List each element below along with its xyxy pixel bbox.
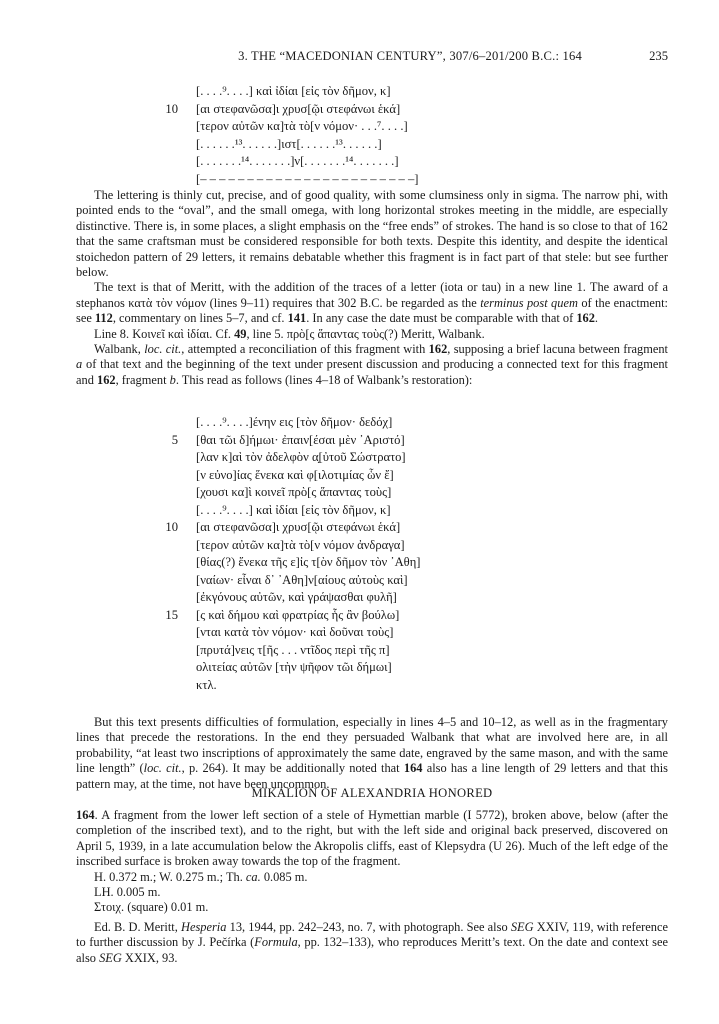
inscription-b-line <box>196 554 596 572</box>
inscription-b-line <box>196 484 596 502</box>
catalogue-entry-164 <box>76 808 668 966</box>
italic-term: loc. cit. <box>144 342 182 357</box>
line-text: [ναίων· εἶναι δ᾿ ᾿Αθη]ν[αίους αὐτοὺς καὶ] <box>196 572 408 587</box>
text-span: . A fragment from the lower left section of a stele of Hymettian marble (I 5772), broken above, below (after the completion of the inscribed text), and to the right, but with the left side and original back preserved, discovered on April 5, 1939, in a late accumulation below the Akropolis cliffs, east of Klepsydra (U 26). Much of the left edge of the inscribed surface is broken away towards the top of the fragment. <box>76 808 668 869</box>
page-number: 235 <box>649 49 668 63</box>
line-text: [. . . . . . .¹⁴. . . . . . .]ν[. . . . . . .¹⁴. . . . . . .] <box>196 154 399 168</box>
line-number: 10 <box>165 520 178 534</box>
inscription-b-line <box>196 659 596 677</box>
text-span: , supposing a brief lacuna between fragment <box>447 342 668 357</box>
italic-term: loc. cit. <box>143 761 182 776</box>
line-text: [. . . .⁹. . . .]ένην εις [τὸν δῆμον· δεδόχ] <box>196 415 393 429</box>
inscription-b-line <box>196 589 596 607</box>
paragraph-line-8 <box>76 327 668 342</box>
cross-reference: 141 <box>287 311 307 326</box>
inscription-a-line <box>196 171 596 189</box>
text-span: , commentary on lines 5–7, and cf. <box>112 311 288 326</box>
text-span: Ed. B. D. Meritt, <box>94 919 182 934</box>
commentary-block-2 <box>76 715 668 792</box>
cross-reference: 162 <box>428 342 448 357</box>
cross-reference: 162 <box>97 372 116 387</box>
inscription-a-line <box>165 101 596 119</box>
text-span: , line 5. πρὸ[ς ἅπαντας τοὺς(?) Meritt, Walbank. <box>246 326 485 341</box>
section-title: MIKALION OF ALEXANDRIA HONORED <box>251 786 493 800</box>
line-number: 15 <box>165 607 178 622</box>
line-text: κτλ. <box>196 677 217 692</box>
commentary-block-1 <box>76 188 668 388</box>
inscription-b-line <box>196 572 596 590</box>
text-span: . <box>594 311 599 326</box>
running-header <box>76 49 668 65</box>
italic-term: ca. <box>245 869 261 884</box>
inscription-b-line <box>196 677 596 695</box>
line-text: [. . . .⁹. . . .] καὶ ἰδίαι [εἰς τὸν δῆμον, κ] <box>196 84 391 98</box>
text-span: , attempted a reconciliation of this fragment with <box>181 342 429 357</box>
line-text: [αι στεφανῶσα]ι χρυσ[ῷι στεφάνωι ἑκά] <box>196 520 401 534</box>
italic-term: terminus post quem <box>480 295 578 310</box>
paragraph-walbank <box>76 342 668 388</box>
italic-term: Formula <box>254 935 298 950</box>
line-text: [ν εὐνο]ίας ἕνεκα καὶ φ[ιλοτιμίας ὧν ἔ] <box>196 467 394 482</box>
line-text: [. . . .⁹. . . .] καὶ ἰδίαι [εἰς τὸν δῆμον, κ] <box>196 502 391 517</box>
italic-term: Hesperia <box>181 919 227 934</box>
line-text: [πρυτά]νεις τ[ῆς . . . ντῖδος περὶ τῆς π] <box>196 642 390 657</box>
cross-reference: 112 <box>94 311 113 326</box>
inscription-a-line <box>196 118 596 136</box>
line-text: [χουσι κα]ὶ κοινεῖ πρὸ[ς ἅπαντας τοὺς] <box>196 485 392 499</box>
cross-reference: 49 <box>234 326 247 341</box>
line-text: [τερον αὐτῶν κα]τὰ τὸ[ν νόμον· . . .⁷. . . .] <box>196 119 408 133</box>
entry-number: 164 <box>76 808 95 822</box>
inscription-a-line <box>196 83 596 101</box>
line-text: ολιτείας αὐτῶν [τὴν ψῆφον τῶι δήμωι] <box>196 660 392 674</box>
text-span: H. 0.372 m.; W. 0.275 m.; Th. <box>94 869 246 884</box>
italic-term: SEG <box>510 919 534 934</box>
text-span: . In any case the date must be comparable with that of <box>306 311 577 326</box>
text-span: Walbank, <box>94 342 145 357</box>
line-text: [– – – – – – – – – – – – – – – – – – – – – – –] <box>196 171 419 186</box>
line-text: [νται κατὰ τὸν νόμον· καὶ δοῦναι τοὺς] <box>196 625 394 639</box>
entry-description <box>76 808 668 870</box>
text-span: . This read as follows (lines 4–18 of Walbank’s restoration): <box>175 372 473 387</box>
line-text: [ς καὶ δήμου καὶ φρατρίας ἧς ἂν βούλω] <box>196 607 400 622</box>
entry-stoichedon: Στοιχ. (square) 0.01 m. <box>94 900 209 915</box>
text-span: XXIX, 93. <box>121 950 178 965</box>
text-span: , pp. 132–133), who reproduces Meritt’s text. On the date and context see also <box>76 935 668 965</box>
inscription-a-line <box>196 136 596 154</box>
line-text: [αι στεφανῶσα]ι χρυσ[ῷι στεφάνωι ἑκά] <box>196 101 401 116</box>
inscription-a-line <box>196 153 596 171</box>
cross-reference: 164 <box>403 761 423 776</box>
text-span: XXIV, 119, with reference to further discussion by J. Pečírka ( <box>76 919 668 950</box>
paragraph-lettering <box>76 188 668 280</box>
text-span: of the enactment: see <box>76 295 668 326</box>
paragraph-difficulties <box>76 715 668 792</box>
running-title: 3. THE “MACEDONIAN CENTURY”, 307/6–201/200 B.C.: 164 <box>238 49 582 63</box>
paragraph-lettering-text: The lettering is thinly cut, precise, and of good quality, with some clumsiness only in sigma. The narrow phi, with pointed ends to the “oval”, and the small omega, with long horizontal strokes meeting in the middle, are especially distinctive. There is, in some places, a slight emphasis on the “free ends” of strokes. The hand is so close to that of 162 that the same craftsman must be considered responsible for both texts. Despite this identity, and despite the identical stoichedon pattern of 29 letters, it remains debatable whether this fragment is in fact part of that stele: but see further below. <box>76 188 668 280</box>
inscription-b-line <box>196 642 596 660</box>
cross-reference: 162 <box>576 311 595 326</box>
line-number: 10 <box>165 101 178 116</box>
inscription-b-line <box>196 449 596 467</box>
inscription-b-line <box>196 502 596 520</box>
line-text: [θαι τῶι δ]ήμωι· ἐπαιν[έσαι μὲν ᾿Αριστό] <box>196 432 405 447</box>
text-span: of that text and the beginning of the text under present discussion and producing a connected text for this fragment and <box>76 357 668 387</box>
inscription-b-line <box>165 519 596 537</box>
inscription-b-line <box>196 537 596 555</box>
italic-term: b <box>169 372 176 387</box>
line-text: [ἐκγόνους αὐτῶν, καὶ γράψασθαι φυλῆ] <box>196 590 397 604</box>
inscription-b-line <box>165 607 596 625</box>
inscription-b-line <box>196 467 596 485</box>
inscription-b-line <box>171 432 596 450</box>
text-span: But this text presents difficulties of formulation, especially in lines 4–5 and 10–12, as well as in the fragmentary lines that precede the restorations. In the end they persuaded Walbank that what are involved here are, in all probability, “at least two inscriptions of approximately the same date, engraved by the same mason, and with the same line length” ( <box>76 715 668 776</box>
inscription-text-164 <box>165 83 596 188</box>
text-span: The text is that of Meritt, with the addition of the traces of a letter (iota or tau) in a new line 1. The award of a stephanos κατὰ τὸν νόμον (lines 9–11) requires that 302 B.C. be regarded as the <box>76 280 668 310</box>
text-span: , p. 264). It may be additionally noted that <box>181 761 404 776</box>
inscription-walbank-restoration <box>165 414 596 694</box>
text-span: 0.085 m. <box>260 869 308 884</box>
text-span: 13, 1944, pp. 242–243, no. 7, with photograph. See also <box>226 919 511 934</box>
text-span: Line 8. Κοινεῖ καὶ ἰδίαι. Cf. <box>94 326 235 341</box>
entry-edition <box>76 920 668 966</box>
text-span: , fragment <box>115 372 170 387</box>
line-text: [θίας(?) ἕνεκα τῆς ε]ἰς τ[ὸν δῆμον τὸν ᾿Αθη] <box>196 555 421 569</box>
italic-term: SEG <box>99 950 122 965</box>
line-text: [τερον αὐτῶν κα]τὰ τὸ[ν νόμον ἀνδραγα] <box>196 537 405 552</box>
entry-dimensions <box>76 870 668 885</box>
line-text: [. . . . . .¹³. . . . . .]ιστ[. . . . . .¹³. . . . . .] <box>196 136 382 151</box>
italic-term: a <box>76 357 83 372</box>
line-text: [λαν κ]αὶ τὸν ἀδελφὸν α̣[ὐτοῦ Σώστρατο] <box>196 450 406 464</box>
text-span: also has a line length of 29 letters and that this pattern may, at the time, not have been uncommon. <box>76 761 668 791</box>
inscription-b-line <box>196 624 596 642</box>
entry-letter-height: LH. 0.005 m. <box>94 885 161 900</box>
inscription-b-line <box>196 414 596 432</box>
paragraph-text-source <box>76 280 668 326</box>
line-number: 5 <box>171 432 178 447</box>
